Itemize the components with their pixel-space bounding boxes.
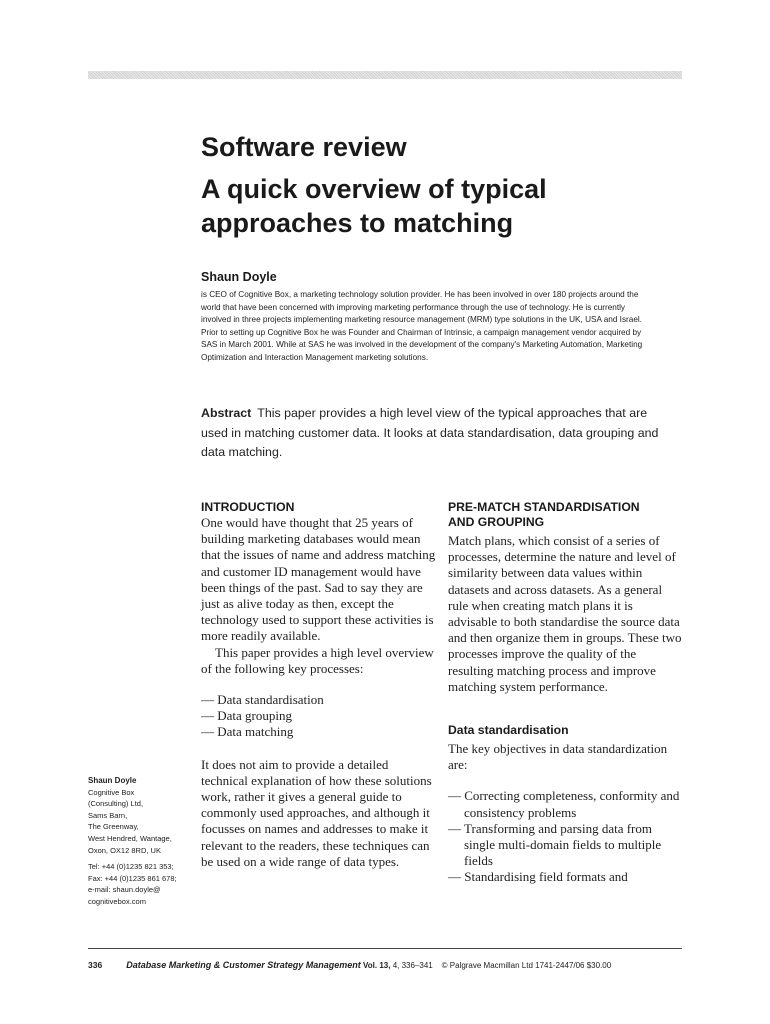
address-line: West Hendred, Wantage, (88, 833, 172, 843)
right-column (448, 500, 683, 886)
top-rule (88, 71, 682, 79)
prematch-paragraph: Match plans, which consist of a series of processes, determine the nature and level of similarity between data values within datasets and across datasets. As a general rule when creating match plans it is advisable to both standardise the source data and then organize them in groups. These two processes improve the quality of the resulting matching process and improve matching system performance. (448, 533, 682, 694)
standardisation-paragraph: The key objectives in data standardization are: (448, 741, 668, 773)
author-block (201, 268, 679, 365)
list-item: — Data grouping (201, 708, 292, 724)
address-line: The Greenway, (88, 822, 139, 832)
contact-line: e-mail: shaun.doyle@ (88, 885, 161, 895)
page-number: 336 (88, 960, 103, 970)
issue-pages: 4, 336–341 (392, 961, 433, 970)
title-line: approaches to matching (201, 208, 514, 238)
address-line: Oxon, OX12 8RD, UK (88, 845, 161, 855)
author-name: Shaun Doyle (201, 270, 277, 284)
journal-name: Database Marketing & Customer Strategy Management (126, 960, 361, 970)
list-item: — Transforming and parsing data from single multi-domain fields to multiple fields (448, 820, 662, 869)
volume-label: Vol. (363, 961, 378, 970)
abstract (201, 404, 666, 463)
author-bio (201, 289, 679, 365)
address-line: Cognitive Box (88, 787, 135, 797)
address-line: Sams Barn, (88, 810, 128, 820)
copyright: © Palgrave Macmillan Ltd 1741-2447/06 $30.00 (441, 961, 612, 970)
list-item: — Correcting completeness, conformity and consistency problems (448, 788, 680, 820)
bio-line: is CEO of Cognitive Box, a marketing technology solution provider. He has been involved in over 180 projects around the (201, 290, 639, 299)
bio-line: Optimization and Interaction Management marketing solutions. (201, 352, 429, 362)
abstract-label: Abstract (201, 406, 252, 420)
bio-line: world that have been concerned with improving marketing performance through the use of technology. He is currently (201, 302, 626, 312)
volume-number: 13, (379, 961, 391, 970)
list-item: — Data standardisation (201, 692, 324, 708)
abstract-text: This paper provides a high level view of the typical approaches that are used in matching customer data. It looks at data standardisation, data grouping and data matching. (201, 406, 659, 459)
introduction-paragraph: This paper provides a high level overview of the following key processes: (201, 644, 434, 676)
prematch-heading (448, 500, 683, 530)
standardisation-heading: Data standardisation (448, 723, 569, 738)
article-title (201, 172, 681, 240)
author-contact-sidebar (88, 775, 193, 908)
sidebar-author-name: Shaun Doyle (88, 776, 137, 785)
introduction-paragraph: One would have thought that 25 years of building marketing databases would mean that the issues of name and address matching and customer ID management would have been things of the past. Sad to say they are just as alive today as then, except the technology used to support these activities is more readily available. (201, 515, 436, 644)
heading-line: PRE-MATCH STANDARDISATION (448, 500, 640, 514)
section-kicker: Software review (201, 132, 407, 162)
bio-line: SAS in March 2001. While at SAS he was involved in the development of the company's Marketing Automation, Marketing (201, 340, 643, 350)
introduction-heading: INTRODUCTION (201, 500, 295, 514)
bio-line: involved in three projects implementing marketing resource management (MRM) type solutions in the UK, USA and Israel. (201, 315, 642, 325)
contact-line: Fax: +44 (0)1235 861 678; (88, 873, 177, 883)
process-list (201, 692, 436, 741)
bottom-rule (88, 948, 682, 949)
address-line: (Consulting) Ltd, (88, 799, 144, 809)
left-column (201, 500, 436, 870)
page-footer (88, 958, 688, 974)
list-item: — Standardising field formats and (448, 869, 628, 885)
introduction-paragraph: It does not aim to provide a detailed technical explanation of how these solutions work, rather it gives a general guide to commonly used approaches, and although it focusses on names and addresses to make it relevant to the readers, these techniques can be used on a wide range of data types. (201, 756, 432, 869)
article-header (201, 130, 681, 240)
objectives-list (448, 788, 683, 885)
title-line: A quick overview of typical (201, 174, 547, 204)
heading-line: AND GROUPING (448, 515, 545, 529)
bio-line: Prior to setting up Cognitive Box he was Founder and Chairman of Intrinsic, a campaign management vendor acquired by (201, 327, 642, 337)
contact-line: Tel: +44 (0)1235 821 353; (88, 862, 174, 872)
list-item: — Data matching (201, 724, 294, 740)
contact-line: cognitivebox.com (88, 896, 146, 906)
